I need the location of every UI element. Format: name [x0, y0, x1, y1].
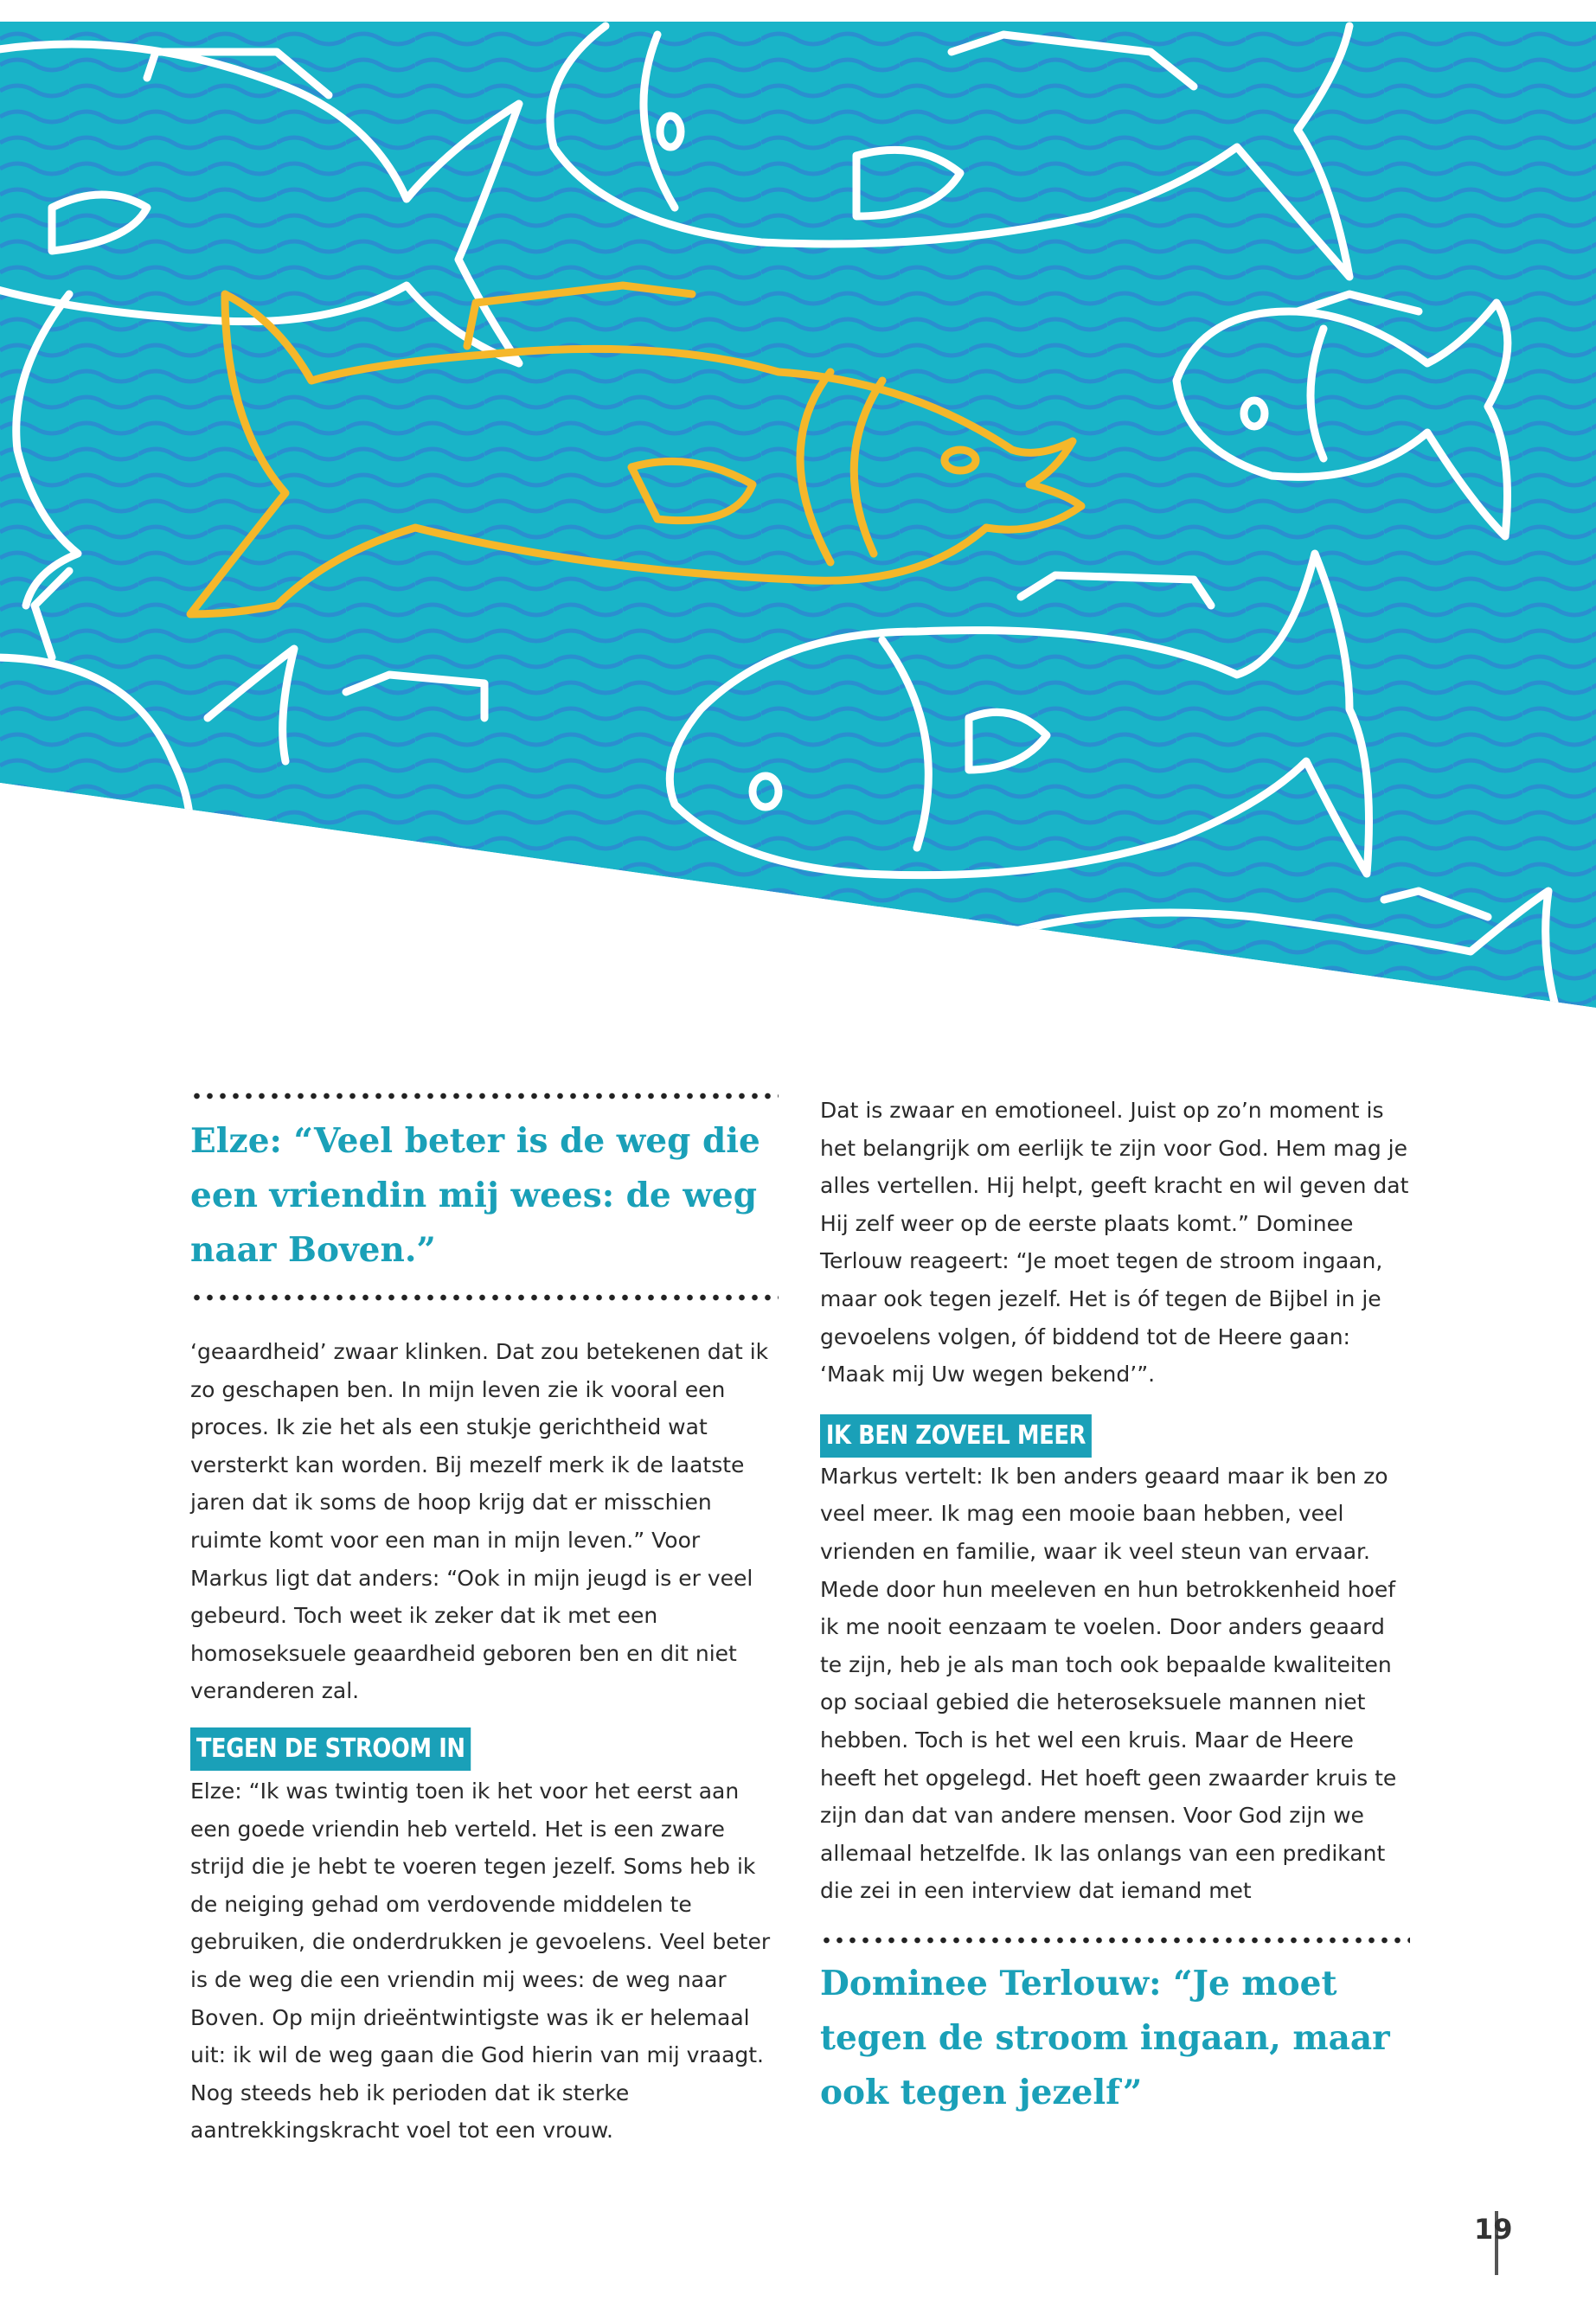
article-paragraph: Dat is zwaar en emotioneel. Juist op zo’n moment is het belangrijk om eerlijk te zijn voor God. Hem mag je alles vertellen. Hij helpt, geeft kracht en wil geven dat Hij zelf weer op de eerste plaats komt.” Dominee Terlouw reageert: “Je moet tegen de stroom ingaan, maar ook tegen jezelf. Het is óf tegen de Bijbel in je gevoelens volgen, óf biddend tot de Heere gaan: ‘Maak mij Uw wegen bekend’”. — [820, 1098, 1409, 1388]
section-heading-tegen-de-stroom-in: TEGEN DE STROOM IN — [190, 1727, 471, 1771]
article-paragraph: Elze: “Ik was twintig toen ik het voor het eerst aan een goede vriendin heb verteld. Het is een zware strijd die je hebt te voeren tegen jezelf. Soms heb ik de neiging gehad om verdovende middelen te gebruiken, die onderdrukken je gevoelens. Veel beter is de weg die een vriendin mij wees: de weg naar Boven. Op mijn drieëntwintigste was ik er helemaal uit: ik wil de weg gaan die God hierin van mij vraagt. Nog steeds heb ik perioden dat ik sterke aantrekkingskracht voel tot een vrouw. — [190, 1778, 771, 2144]
right-column — [820, 1092, 1410, 2136]
pullquote-divider-top — [190, 1092, 779, 1100]
left-column — [190, 1092, 779, 2150]
page-number: 19 — [1474, 2213, 1513, 2246]
section-heading-ik-ben-zoveel-meer: IK BEN ZOVEEL MEER — [820, 1414, 1092, 1458]
pullquote-terlouw: Dominee Terlouw: “Je moet tegen de stroom ingaan, maar ook tegen jezelf” — [820, 1963, 1390, 2112]
pullquote-elze: Elze: “Veel beter is de weg die een vriendin mij wees: de weg naar Boven.” — [190, 1121, 760, 1270]
pullquote-divider-top — [820, 1936, 1410, 1945]
section-heading-wrap — [190, 1727, 779, 1771]
article-paragraph: Markus vertelt: Ik ben anders geaard maar ik ben zo veel meer. Ik mag een mooie baan hebben, veel vrienden en familie, waar ik veel steun van ervaar. Mede door hun meeleven en hun betrokkenheid hoef ik me nooit eenzaam te voelen. Door anders geaard te zijn, heb je als man toch ook bepaalde kwaliteiten op sociaal gebied die heteroseksuele mannen niet hebben. Toch is het wel een kruis. Maar de Heere heeft het opgelegd. Het hoeft geen zwaarder kruis te zijn dan dat van andere mensen. Voor God zijn we allemaal hetzelfde. Ik las onlangs van een predikant die zei in een interview dat iemand met — [820, 1463, 1397, 1904]
pullquote-divider-bottom — [190, 1293, 779, 1302]
hero-illustration — [0, 0, 1596, 1012]
article-paragraph: ‘geaardheid’ zwaar klinken. Dat zou betekenen dat ik zo geschapen ben. In mijn leven zie ik vooral een proces. Ik zie het als een stukje gerichtheid wat versterkt kan worden. Bij mezelf merk ik de laatste jaren dat ik soms de hoop krijg dat er misschien ruimte komt voor een man in mijn leven.” Voor Markus ligt dat anders: “Ook in mijn jeugd is er veel gebeurd. Toch weet ik zeker dat ik met een homoseksuele geaardheid geboren ben en dit niet veranderen zal. — [190, 1339, 769, 1704]
section-heading-wrap — [820, 1414, 1410, 1458]
